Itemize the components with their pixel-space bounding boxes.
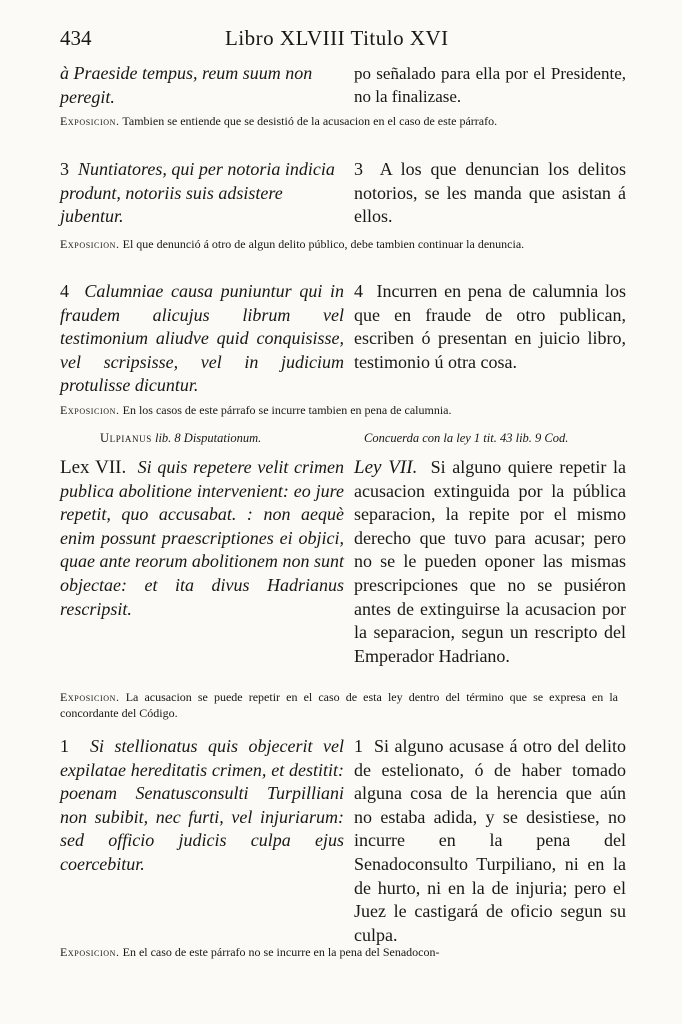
law-heading: Lex VII. <box>60 457 127 478</box>
paragraph-number: 4 <box>60 281 69 301</box>
lex-7 <box>60 456 627 681</box>
law-heading: Ley VII. <box>354 457 418 478</box>
paragraph-number: 1 <box>60 736 69 756</box>
page-header <box>60 24 620 54</box>
exposicion-label: Exposicion. <box>60 114 120 128</box>
paragraph-3 <box>60 158 626 230</box>
paragraph-4 <box>60 280 627 398</box>
paragraph-number: 1 <box>354 736 363 756</box>
latin-text: 3 Nuntiatores, qui per notoria indicia produnt, notoriis suis adsistere jubentur. <box>60 159 335 227</box>
exposicion-note <box>60 236 618 252</box>
exposicion-text: Tambien se entiende que se desistió de la acusacion en el caso de este párrafo. <box>122 114 498 128</box>
exposicion-note <box>60 113 618 129</box>
exposicion-text: La acusacion se puede repetir en el caso de esta ley dentro del término que se expresa en la concordante del Código. <box>60 690 618 720</box>
latin-text: 4 Calumniae causa puniuntur qui in fraudem alicujus librum vel testimonium aliudve quid conquisisse, vel scripsisse, vel in judicium protulisse dicuntur. <box>60 281 345 396</box>
spanish-text: 4 Incurren en pena de calumnia los que en fraude de otro publican, escriben ó presentan en juicio libro, testimonio ú otra cosa. <box>354 281 627 372</box>
spanish-text: po señalado para ella por el Presidente, no la finalizase. <box>354 64 626 107</box>
latin-text: 1 Si stellionatus quis objecerit vel expilatae hereditatis crimen, et destitit: poenam Senatusconsulti Turpilliani non subibit, nec furti, vel injuriarum: sed officio judicis culpa ejus coercebitur. <box>60 736 345 874</box>
exposicion-note <box>60 944 618 960</box>
page-number: 434 <box>60 26 92 50</box>
exposicion-text: En el caso de este párrafo no se incurre en la pena del Senadocon- <box>122 945 440 959</box>
paragraph-number: 3 <box>354 159 363 179</box>
latin-text: à Praeside tempus, reum suum non peregit. <box>60 63 313 107</box>
spanish-text: Ley VII. Si alguno quiere repetir la acusacion extinguida por la pública separacion, la repite por el mismo derecho que tuvo para acusar; pero no se le pueden oponer las mismas prescripciones que no se pusiéron antes de extinguirse la acusacion por la separacion, segun un rescripto del Emperador Hadriano. <box>354 457 627 666</box>
exposicion-text: En los casos de este párrafo se incurre tambien en pena de calumnia. <box>122 403 452 417</box>
spanish-text: 1 Si alguno acusase á otro del delito de estelionato, ó de haber tomado alguna cosa de la herencia que aún no estaba adida, y se desistiese, no incurre en la pena del Senadoconsulto Turpiliano, ni en la de hurto, ni en la de injuria; pero el Juez le castigará de oficio segun su culpa. <box>354 736 626 945</box>
exposicion-text: El que denunció á otro de algun delito público, debe tambien continuar la denuncia. <box>122 237 525 251</box>
exposicion-note <box>60 689 618 721</box>
paragraph-1 <box>60 735 626 945</box>
law-attribution <box>60 431 620 449</box>
section-continuation <box>60 62 626 110</box>
concordance-note: Concuerda con la ley 1 tit. 43 lib. 9 Cod. <box>364 431 569 445</box>
exposicion-label: Exposicion. <box>60 403 120 417</box>
running-title: Libro XLVIII Titulo XVI <box>225 26 449 50</box>
paragraph-number: 3 <box>60 159 69 179</box>
exposicion-label: Exposicion. <box>60 237 120 251</box>
latin-text: Lex VII. Si quis repetere velit crimen publica abolitione intervenient: eo jure repetit, quo accusabat. : non aequè enim possunt praescriptiones ei objici, quae ante reorum abolitionem non sunt objectae: et ita divus Hadrianus rescripsit. <box>60 457 344 619</box>
exposicion-label: Exposicion. <box>60 690 120 704</box>
source-attribution: Ulpianus lib. 8 Disputationum. <box>100 431 262 445</box>
spanish-text: 3 A los que denuncian los delitos notorios, se les manda que asistan á ellos. <box>354 159 626 227</box>
paragraph-number: 4 <box>354 281 363 301</box>
exposicion-note <box>60 402 618 418</box>
exposicion-label: Exposicion. <box>60 945 120 959</box>
